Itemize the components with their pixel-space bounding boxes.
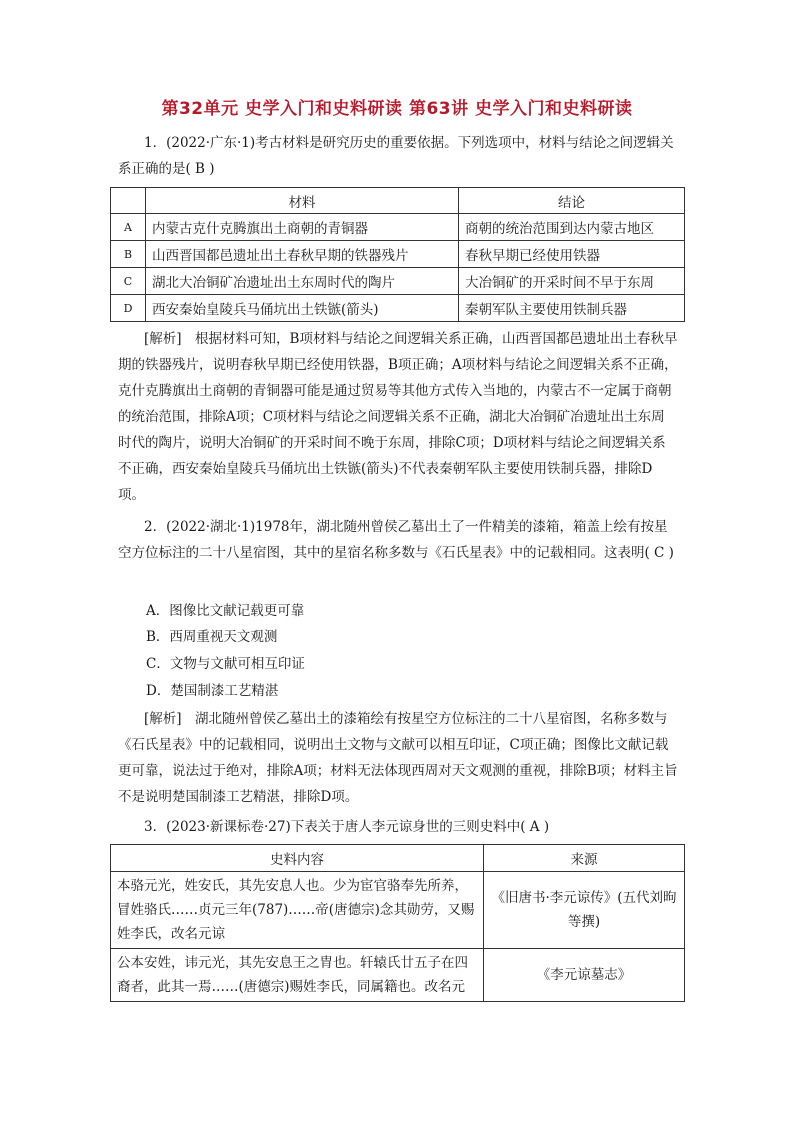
question-2-option-c: C．文物与文献可相互印证 (146, 656, 305, 672)
table-header-source: 来源 (484, 845, 685, 872)
table-header-conclusion: 结论 (459, 188, 685, 214)
row-label: D (111, 295, 146, 322)
table-header-row (111, 845, 685, 872)
row-label: B (111, 241, 146, 268)
question-1-stem: 1．(2022·广东·1)考古材料是研究历史的重要依据。下列选项中，材料与结论之间逻辑关系正确的是( B ) (118, 135, 674, 177)
table-row (111, 241, 685, 268)
question-2-option-b: B．西周重视天文观测 (146, 629, 278, 645)
row-label: C (111, 268, 146, 295)
question-3-table (110, 844, 685, 1002)
table-row (111, 295, 685, 322)
row-source: 《李元谅墓志》 (484, 949, 685, 1002)
table-header-content: 史料内容 (111, 845, 484, 872)
row-material: 西安秦始皇陵兵马俑坑出土铁镞(箭头) (146, 295, 459, 322)
question-1-analysis: [解析] 根据材料可知，B项材料与结论之间逻辑关系正确，山西晋国都邑遗址出土春秋早期的铁器残片，说明春秋早期已经使用铁器，B项正确；A项材料与结论之间逻辑关系不正确，克什克腾旗出土商朝的青铜器可能是通过贸易等其他方式传入当地的，内蒙古不一定属于商朝的统治范围，排除A项；C项材料与结论之间逻辑关系不正确，湖北大冶铜矿冶遗址出土东周时代的陶片，说明大冶铜矿的开采时间不晚于东周，排除C项；D项材料与结论之间逻辑关系不正确，西安秦始皇陵兵马俑坑出土铁镞(箭头)不代表秦朝军队主要使用铁制兵器，排除D项。 (118, 331, 678, 503)
row-label: A (111, 214, 146, 241)
question-2-option-d: D．楚国制漆工艺精湛 (146, 683, 279, 699)
row-conclusion: 商朝的统治范围到达内蒙古地区 (459, 214, 685, 241)
row-conclusion: 秦朝军队主要使用铁制兵器 (459, 295, 685, 322)
table-header-row (111, 188, 685, 214)
table-header-blank (111, 188, 146, 214)
table-header-material: 材料 (146, 188, 459, 214)
row-material: 山西晋国都邑遗址出土春秋早期的铁器残片 (146, 241, 459, 268)
table-row (111, 949, 685, 1002)
table-row (111, 872, 685, 949)
row-content: 公本安姓，讳元光，其先安息王之胄也。轩辕氏廿五子在四裔者，此其一焉……(唐德宗)赐姓李氏，同属籍也。改名元 (111, 949, 484, 1002)
row-content: 本骆元光，姓安氏，其先安息人也。少为宦官骆奉先所养，冒姓骆氏……贞元三年(787)……帝(唐德宗)念其勋劳，又赐姓李氏，改名元谅 (111, 872, 484, 949)
table-row (111, 268, 685, 295)
row-source: 《旧唐书·李元谅传》(五代刘昫等撰) (484, 872, 685, 949)
row-material: 内蒙古克什克腾旗出土商朝的青铜器 (146, 214, 459, 241)
question-2-analysis: [解析] 湖北随州曾侯乙墓出土的漆箱绘有按星空方位标注的二十八星宿图，名称多数与《石氏星表》中的记载相同，说明出土文物与文献可以相互印证，C项正确；图像比文献记载更可靠，说法过于绝对，排除A项；材料无法体现西周对天文观测的重视，排除B项；材料主旨不是说明楚国制漆工艺精湛，排除D项。 (118, 711, 678, 805)
question-1-table (110, 187, 685, 322)
question-2-option-a: A．图像比文献记载更可靠 (146, 603, 305, 619)
row-conclusion: 大冶铜矿的开采时间不早于东周 (459, 268, 685, 295)
row-material: 湖北大冶铜矿冶遗址出土东周时代的陶片 (146, 268, 459, 295)
question-2-stem: 2．(2022·湖北·1)1978年，湖北随州曾侯乙墓出土了一件精美的漆箱，箱盖上绘有按星空方位标注的二十八星宿图，其中的星宿名称多数与《石氏星表》中的记载相同。这表明( C ) (118, 519, 674, 561)
page-title: 第32单元 史学入门和史料研读 第63讲 史学入门和史料研读 (161, 99, 633, 119)
question-3-stem: 3．(2023·新课标卷·27)下表关于唐人李元谅身世的三则史料中( A ) (144, 819, 550, 835)
table-row (111, 214, 685, 241)
row-conclusion: 春秋早期已经使用铁器 (459, 241, 685, 268)
